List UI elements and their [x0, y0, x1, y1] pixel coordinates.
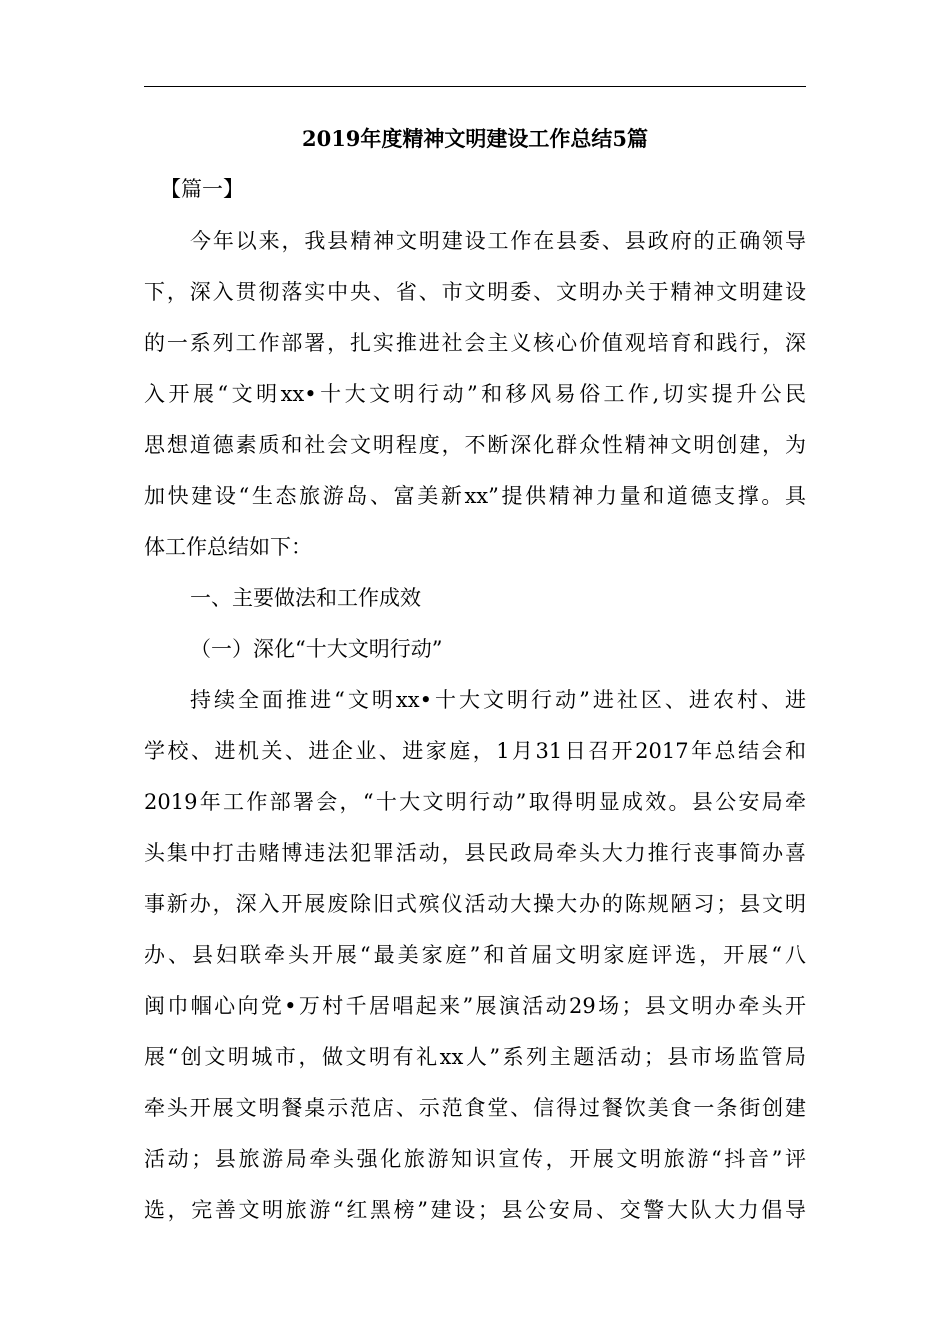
paragraph-line: 展“创文明城市，做文明有礼xx人”系列主题活动；县市场监管局 — [144, 1045, 806, 1069]
paragraph-line: 学校、进机关、进企业、进家庭，1月31日召开2017年总结会和 — [144, 739, 806, 763]
paragraph-line: 加快建设“生态旅游岛、富美新xx”提供精神力量和道德支撑。具 — [144, 484, 806, 508]
paragraph-line: 下，深入贯彻落实中央、省、市文明委、文明办关于精神文明建设 — [144, 280, 806, 304]
header-rule — [144, 86, 806, 87]
paragraph-line: 选，完善文明旅游“红黑榜”建设；县公安局、交警大队大力倡导 — [144, 1198, 806, 1222]
paragraph-line: 头集中打击赌博违法犯罪活动，县民政局牵头大力推行丧事简办喜 — [144, 841, 806, 865]
subsection-heading: （一）深化“十大文明行动” — [190, 637, 443, 661]
paragraph-line: 入开展“文明xx•十大文明行动”和移风易俗工作,切实提升公民 — [144, 382, 806, 406]
paragraph-line: 2019年工作部署会，“十大文明行动”取得明显成效。县公安局牵 — [144, 790, 806, 814]
paragraph-line: 事新办，深入开展废除旧式殡仪活动大操大办的陈规陋习；县文明 — [144, 892, 806, 916]
paragraph-line: 体工作总结如下： — [144, 535, 312, 559]
section-heading: 一、主要做法和工作成效 — [190, 586, 421, 610]
paragraph-line: 持续全面推进“文明xx•十大文明行动”进社区、进农村、进 — [190, 688, 806, 712]
paragraph-line: 的一系列工作部署，扎实推进社会主义核心价值观培育和践行，深 — [144, 331, 806, 355]
paragraph-line: 思想道德素质和社会文明程度，不断深化群众性精神文明创建，为 — [144, 433, 806, 457]
paragraph-line: 今年以来，我县精神文明建设工作在县委、县政府的正确领导 — [190, 229, 806, 253]
paragraph-line: 牵头开展文明餐桌示范店、示范食堂、信得过餐饮美食一条街创建 — [144, 1096, 806, 1120]
section-label: 【篇一】 — [160, 177, 244, 201]
document-title: 2019年度精神文明建设工作总结5篇 — [301, 126, 649, 151]
paragraph-line: 办、县妇联牵头开展“最美家庭”和首届文明家庭评选，开展“八 — [144, 943, 806, 967]
paragraph-line: 活动；县旅游局牵头强化旅游知识宣传，开展文明旅游“抖音”评 — [144, 1147, 806, 1171]
paragraph-line: 闽巾帼心向党•万村千居唱起来”展演活动29场；县文明办牵头开 — [144, 994, 806, 1018]
